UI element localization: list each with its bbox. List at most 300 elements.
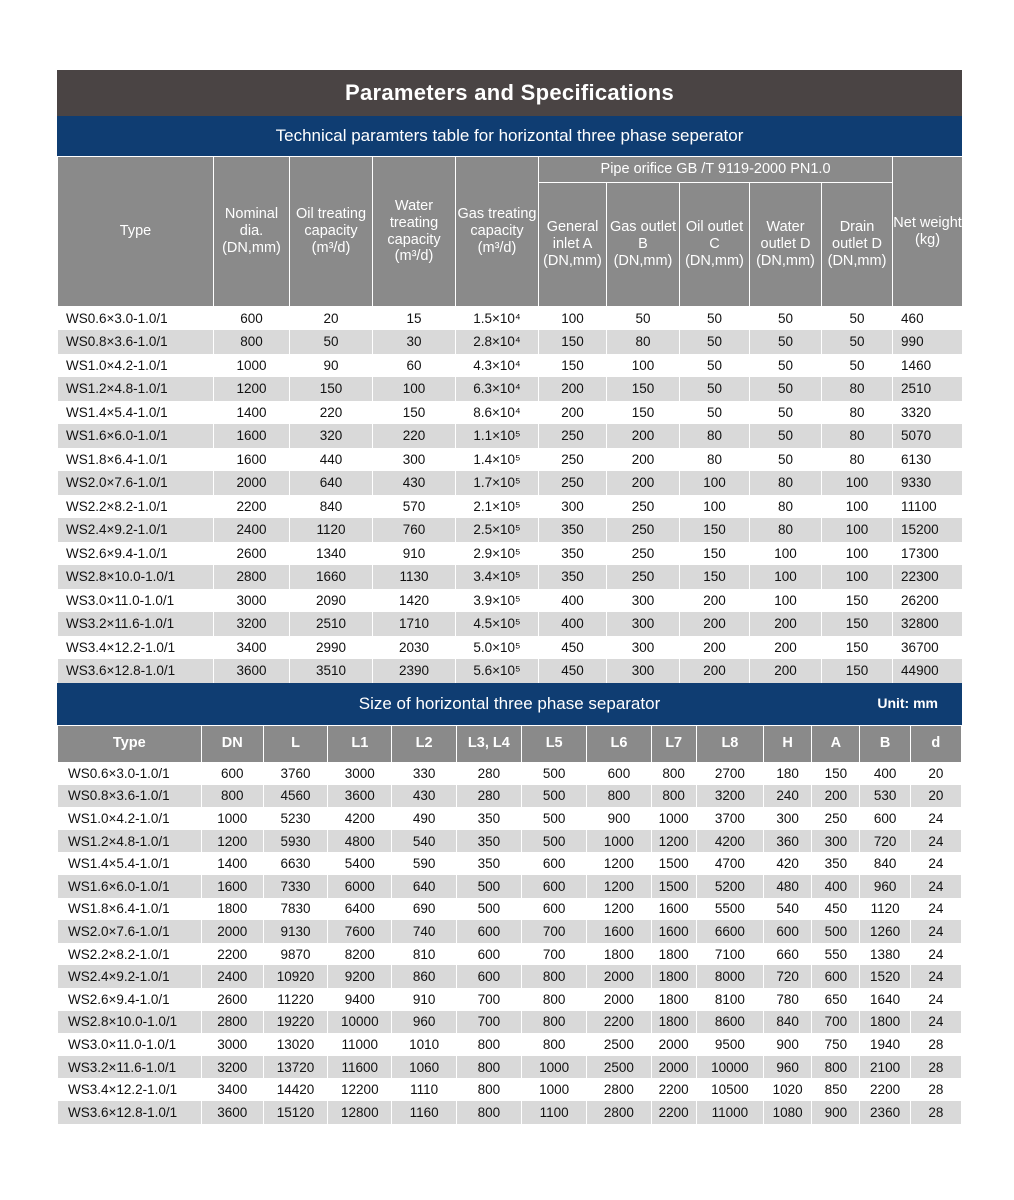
table-cell: 2030 — [373, 636, 456, 660]
table-cell: 1460 — [893, 354, 963, 378]
table-cell: WS3.6×12.8-1.0/1 — [58, 1101, 202, 1124]
table-cell: 100 — [822, 565, 893, 589]
page-title: Parameters and Specifications — [57, 70, 962, 116]
table-cell: 2000 — [587, 965, 651, 988]
table-cell: 5230 — [263, 807, 327, 830]
table-cell: 1800 — [860, 1011, 910, 1034]
table-cell: 12800 — [328, 1101, 392, 1124]
table-cell: 8100 — [696, 988, 763, 1011]
table-cell: 24 — [910, 875, 961, 898]
table-cell: 20 — [910, 762, 961, 785]
table-cell: 2.8×10⁴ — [456, 330, 539, 354]
table-cell: 450 — [539, 659, 607, 683]
table-cell: 450 — [812, 898, 860, 921]
table-cell: 400 — [860, 762, 910, 785]
table-cell: 4700 — [696, 852, 763, 875]
table-cell: WS3.0×11.0-1.0/1 — [58, 589, 214, 613]
table-cell: 2390 — [373, 659, 456, 683]
table-cell: 500 — [812, 920, 860, 943]
table-cell: 1340 — [290, 542, 373, 566]
table-cell: 1000 — [201, 807, 263, 830]
unit-label: Unit: mm — [877, 694, 938, 711]
table-cell: 11000 — [328, 1033, 392, 1056]
table-cell: 11220 — [263, 988, 327, 1011]
table-cell: WS2.6×9.4-1.0/1 — [58, 988, 202, 1011]
table-row — [58, 518, 963, 542]
table-cell: 80 — [822, 377, 893, 401]
table-cell: 500 — [456, 875, 521, 898]
table-cell: 2200 — [201, 943, 263, 966]
table-cell: 10920 — [263, 965, 327, 988]
table-cell: 2000 — [214, 471, 290, 495]
table-row — [58, 830, 962, 853]
table-cell: 28 — [910, 1056, 961, 1079]
table-cell: 1600 — [214, 424, 290, 448]
table-cell: 700 — [812, 1011, 860, 1034]
table1-subtitle-bar — [57, 116, 962, 156]
table-row — [58, 542, 963, 566]
technical-parameters-table — [57, 156, 963, 683]
table-cell: 800 — [456, 1033, 521, 1056]
table-cell: 3760 — [263, 762, 327, 785]
table-row — [58, 785, 962, 808]
table-cell: 600 — [456, 965, 521, 988]
table-cell: 24 — [910, 852, 961, 875]
table-cell: 50 — [607, 307, 680, 331]
table-cell: 32800 — [893, 612, 963, 636]
table-cell: 50 — [680, 307, 750, 331]
table-cell: 6000 — [328, 875, 392, 898]
table-cell: 810 — [392, 943, 456, 966]
col-header: L6 — [587, 725, 651, 762]
table-cell: 540 — [764, 898, 812, 921]
table-cell: 3700 — [696, 807, 763, 830]
table-cell: 11600 — [328, 1056, 392, 1079]
table-cell: 690 — [392, 898, 456, 921]
table-cell: 500 — [522, 830, 587, 853]
table-cell: 350 — [812, 852, 860, 875]
table-cell: 1130 — [373, 565, 456, 589]
table-cell: 280 — [456, 785, 521, 808]
table-cell: WS3.2×11.6-1.0/1 — [58, 1056, 202, 1079]
table-row — [58, 1011, 962, 1034]
table-row — [58, 1056, 962, 1079]
col-header: L3, L4 — [456, 725, 521, 762]
table-cell: 550 — [812, 943, 860, 966]
table-cell: 1260 — [860, 920, 910, 943]
table-row — [58, 898, 962, 921]
table-cell: 600 — [764, 920, 812, 943]
table-cell: 3000 — [328, 762, 392, 785]
table-cell: 4200 — [328, 807, 392, 830]
table-cell: 440 — [290, 448, 373, 472]
col-header: Type — [58, 725, 202, 762]
table-cell: 1800 — [651, 988, 696, 1011]
table-cell: WS2.6×9.4-1.0/1 — [58, 542, 214, 566]
table-row — [58, 401, 963, 425]
table-cell: 9400 — [328, 988, 392, 1011]
table-row — [58, 307, 963, 331]
table-cell: 200 — [750, 659, 822, 683]
table-row — [58, 852, 962, 875]
table1-body — [58, 307, 963, 683]
table-cell: 720 — [764, 965, 812, 988]
table-cell: 1120 — [290, 518, 373, 542]
table-cell: 800 — [456, 1078, 521, 1101]
table-cell: 150 — [822, 612, 893, 636]
table-cell: 100 — [750, 589, 822, 613]
table-cell: WS0.8×3.6-1.0/1 — [58, 785, 202, 808]
table-cell: 480 — [764, 875, 812, 898]
table-cell: 2600 — [214, 542, 290, 566]
table-cell: 28 — [910, 1078, 961, 1101]
table-cell: 600 — [860, 807, 910, 830]
table-cell: 330 — [392, 762, 456, 785]
table-row — [58, 943, 962, 966]
table-cell: 1800 — [651, 1011, 696, 1034]
table-cell: 7600 — [328, 920, 392, 943]
table-cell: 350 — [539, 565, 607, 589]
table-cell: 3600 — [201, 1101, 263, 1124]
col-header: H — [764, 725, 812, 762]
table-cell: 24 — [910, 807, 961, 830]
table-cell: 50 — [680, 401, 750, 425]
table-cell: 780 — [764, 988, 812, 1011]
table-cell: 150 — [607, 377, 680, 401]
table-cell: WS2.2×8.2-1.0/1 — [58, 495, 214, 519]
table-row — [58, 920, 962, 943]
table-cell: 1800 — [651, 943, 696, 966]
table-cell: 150 — [822, 659, 893, 683]
table-row — [58, 875, 962, 898]
table-cell: 150 — [607, 401, 680, 425]
table-cell: 80 — [822, 424, 893, 448]
table-cell: WS3.2×11.6-1.0/1 — [58, 612, 214, 636]
table-cell: 910 — [373, 542, 456, 566]
table-cell: 200 — [607, 424, 680, 448]
table-cell: 200 — [607, 448, 680, 472]
table-cell: WS0.6×3.0-1.0/1 — [58, 762, 202, 785]
table-cell: 50 — [750, 330, 822, 354]
table-cell: 200 — [607, 471, 680, 495]
table-cell: 14420 — [263, 1078, 327, 1101]
table-cell: WS1.6×6.0-1.0/1 — [58, 424, 214, 448]
table-cell: WS1.8×6.4-1.0/1 — [58, 898, 202, 921]
table-cell: 5070 — [893, 424, 963, 448]
table-cell: 150 — [680, 518, 750, 542]
table-cell: 80 — [750, 471, 822, 495]
table-cell: 850 — [812, 1078, 860, 1101]
table-cell: 28 — [910, 1033, 961, 1056]
table-cell: 1500 — [651, 852, 696, 875]
table-cell: 1710 — [373, 612, 456, 636]
table-cell: 24 — [910, 1011, 961, 1034]
table-cell: 1600 — [587, 920, 651, 943]
table-cell: 100 — [607, 354, 680, 378]
table-cell: 300 — [607, 659, 680, 683]
col-header: L5 — [522, 725, 587, 762]
table-cell: 2.1×10⁵ — [456, 495, 539, 519]
table-cell: 1400 — [214, 401, 290, 425]
table-cell: 960 — [392, 1011, 456, 1034]
size-table — [57, 725, 962, 1124]
table-cell: 1010 — [392, 1033, 456, 1056]
table-cell: 13720 — [263, 1056, 327, 1079]
table-row — [58, 448, 963, 472]
table-cell: 1200 — [587, 852, 651, 875]
table-cell: 2500 — [587, 1056, 651, 1079]
table-cell: 1160 — [392, 1101, 456, 1124]
table-cell: 600 — [522, 852, 587, 875]
table-cell: 9870 — [263, 943, 327, 966]
table-cell: 300 — [764, 807, 812, 830]
table-cell: 350 — [456, 830, 521, 853]
table-cell: 600 — [587, 762, 651, 785]
table-cell: 9330 — [893, 471, 963, 495]
table-cell: 200 — [680, 636, 750, 660]
table-row — [58, 807, 962, 830]
table-cell: 1200 — [651, 830, 696, 853]
table-cell: 3000 — [201, 1033, 263, 1056]
table-cell: WS1.6×6.0-1.0/1 — [58, 875, 202, 898]
table-cell: 2000 — [651, 1033, 696, 1056]
table-cell: 300 — [373, 448, 456, 472]
table-cell: 460 — [893, 307, 963, 331]
table-cell: 10000 — [696, 1056, 763, 1079]
table-cell: 30 — [373, 330, 456, 354]
table-cell: 1200 — [214, 377, 290, 401]
table-cell: 50 — [680, 377, 750, 401]
table-cell: WS3.4×12.2-1.0/1 — [58, 636, 214, 660]
table-cell: 24 — [910, 830, 961, 853]
table-cell: 1120 — [860, 898, 910, 921]
table-cell: 800 — [456, 1056, 521, 1079]
col-header: Drain outlet D (DN,mm) — [822, 183, 893, 307]
table-cell: 660 — [764, 943, 812, 966]
table-cell: 1000 — [214, 354, 290, 378]
table-cell: WS0.6×3.0-1.0/1 — [58, 307, 214, 331]
table-cell: 1400 — [201, 852, 263, 875]
table-cell: 350 — [539, 542, 607, 566]
table2-body — [58, 762, 962, 1124]
table-cell: 1520 — [860, 965, 910, 988]
table-cell: 100 — [822, 518, 893, 542]
col-header: L1 — [328, 725, 392, 762]
table-cell: 750 — [812, 1033, 860, 1056]
table-cell: 80 — [750, 518, 822, 542]
table-cell: 24 — [910, 988, 961, 1011]
table-cell: 2400 — [214, 518, 290, 542]
table-cell: WS2.0×7.6-1.0/1 — [58, 920, 202, 943]
table-cell: 800 — [522, 1011, 587, 1034]
table-cell: 150 — [539, 354, 607, 378]
table-cell: 800 — [651, 785, 696, 808]
table-cell: 2200 — [651, 1078, 696, 1101]
table-cell: 2000 — [587, 988, 651, 1011]
table-cell: WS1.2×4.8-1.0/1 — [58, 377, 214, 401]
table-cell: 700 — [522, 943, 587, 966]
table-cell: 15200 — [893, 518, 963, 542]
table-cell: 3320 — [893, 401, 963, 425]
table-cell: 100 — [750, 565, 822, 589]
table-cell: 80 — [680, 424, 750, 448]
table-cell: 50 — [290, 330, 373, 354]
table-cell: 400 — [539, 589, 607, 613]
table-cell: 990 — [893, 330, 963, 354]
table-cell: 2360 — [860, 1101, 910, 1124]
table-cell: 15120 — [263, 1101, 327, 1124]
table-cell: 50 — [750, 307, 822, 331]
spec-sheet — [57, 70, 962, 1124]
table-cell: 220 — [373, 424, 456, 448]
table-cell: 22300 — [893, 565, 963, 589]
table-cell: 2800 — [587, 1101, 651, 1124]
table-cell: 840 — [860, 852, 910, 875]
table-cell: 740 — [392, 920, 456, 943]
table-cell: 8200 — [328, 943, 392, 966]
table-cell: 1000 — [522, 1078, 587, 1101]
table-cell: 500 — [522, 807, 587, 830]
table-cell: 7830 — [263, 898, 327, 921]
table-cell: 800 — [522, 965, 587, 988]
table-cell: 600 — [522, 898, 587, 921]
table-cell: 20 — [910, 785, 961, 808]
table-cell: WS1.8×6.4-1.0/1 — [58, 448, 214, 472]
table-cell: 180 — [764, 762, 812, 785]
col-header: Nominal dia. (DN,mm) — [214, 157, 290, 307]
table-cell: 500 — [522, 785, 587, 808]
table-cell: 1.4×10⁵ — [456, 448, 539, 472]
table-cell: 80 — [822, 448, 893, 472]
table-cell: 1600 — [651, 898, 696, 921]
table-cell: 26200 — [893, 589, 963, 613]
col-header: d — [910, 725, 961, 762]
pipe-orifice-group-header: Pipe orifice GB /T 9119-2000 PN1.0 — [539, 157, 893, 183]
table-row — [58, 471, 963, 495]
table-cell: 100 — [822, 542, 893, 566]
col-header: A — [812, 725, 860, 762]
table-cell: 200 — [750, 636, 822, 660]
table-cell: 50 — [680, 354, 750, 378]
table-cell: 900 — [587, 807, 651, 830]
table-cell: 200 — [539, 401, 607, 425]
table-cell: 4560 — [263, 785, 327, 808]
table-cell: 300 — [607, 636, 680, 660]
table-cell: 600 — [201, 762, 263, 785]
table-cell: 8.6×10⁴ — [456, 401, 539, 425]
table-cell: 50 — [750, 401, 822, 425]
table-cell: 250 — [539, 471, 607, 495]
table-cell: 3.4×10⁵ — [456, 565, 539, 589]
table-cell: 600 — [456, 943, 521, 966]
table-cell: 1.5×10⁴ — [456, 307, 539, 331]
col-header: Oil treating capacity (m³/d) — [290, 157, 373, 307]
col-header: Oil outlet C (DN,mm) — [680, 183, 750, 307]
table-cell: 350 — [456, 807, 521, 830]
table-cell: 300 — [607, 612, 680, 636]
table-cell: 300 — [812, 830, 860, 853]
table-cell: 8000 — [696, 965, 763, 988]
table-cell: 3200 — [201, 1056, 263, 1079]
table-cell: 9130 — [263, 920, 327, 943]
table-cell: 2.9×10⁵ — [456, 542, 539, 566]
table-cell: 1800 — [201, 898, 263, 921]
table-cell: 250 — [539, 448, 607, 472]
table-row — [58, 988, 962, 1011]
table-cell: 50 — [822, 307, 893, 331]
table-cell: 2.5×10⁵ — [456, 518, 539, 542]
table-cell: 15 — [373, 307, 456, 331]
table-cell: 1600 — [201, 875, 263, 898]
table-cell: 1060 — [392, 1056, 456, 1079]
table-cell: 600 — [812, 965, 860, 988]
table-row — [58, 565, 963, 589]
table-cell: 3510 — [290, 659, 373, 683]
table-cell: 2200 — [214, 495, 290, 519]
table-cell: 420 — [764, 852, 812, 875]
table-cell: 860 — [392, 965, 456, 988]
table-row — [58, 612, 963, 636]
table-cell: 910 — [392, 988, 456, 1011]
table-cell: 1.1×10⁵ — [456, 424, 539, 448]
table-cell: 450 — [539, 636, 607, 660]
table-cell: 200 — [680, 589, 750, 613]
table-cell: 5500 — [696, 898, 763, 921]
table-cell: 2000 — [201, 920, 263, 943]
table-cell: 1020 — [764, 1078, 812, 1101]
col-header: L8 — [696, 725, 763, 762]
table-cell: WS0.8×3.6-1.0/1 — [58, 330, 214, 354]
table-cell: 800 — [201, 785, 263, 808]
table-cell: 36700 — [893, 636, 963, 660]
table-cell: 17300 — [893, 542, 963, 566]
col-header: Water treating capacity (m³/d) — [373, 157, 456, 307]
table-cell: 1000 — [587, 830, 651, 853]
table-cell: 1660 — [290, 565, 373, 589]
table2-subtitle-bar — [57, 683, 962, 725]
table-cell: 200 — [812, 785, 860, 808]
table-cell: 100 — [680, 471, 750, 495]
table-cell: 1420 — [373, 589, 456, 613]
table-cell: 1640 — [860, 988, 910, 1011]
table-cell: 590 — [392, 852, 456, 875]
table-cell: 150 — [822, 589, 893, 613]
table-cell: 60 — [373, 354, 456, 378]
table-cell: WS1.0×4.2-1.0/1 — [58, 354, 214, 378]
table-cell: 44900 — [893, 659, 963, 683]
table-cell: 4200 — [696, 830, 763, 853]
table-cell: 150 — [822, 636, 893, 660]
table-cell: 250 — [607, 495, 680, 519]
table-cell: 490 — [392, 807, 456, 830]
table-cell: 5200 — [696, 875, 763, 898]
table-cell: 700 — [456, 1011, 521, 1034]
table-cell: 200 — [539, 377, 607, 401]
table-cell: 840 — [764, 1011, 812, 1034]
table-cell: 430 — [392, 785, 456, 808]
table-cell: 1000 — [651, 807, 696, 830]
table-cell: WS2.4×9.2-1.0/1 — [58, 965, 202, 988]
table1-subtitle: Technical paramters table for horizontal three phase seperator — [275, 126, 744, 145]
table-cell: 24 — [910, 943, 961, 966]
table-cell: 80 — [750, 495, 822, 519]
table-cell: 1380 — [860, 943, 910, 966]
table-cell: 11000 — [696, 1101, 763, 1124]
table-cell: 2200 — [587, 1011, 651, 1034]
table-cell: 9500 — [696, 1033, 763, 1056]
col-header: Gas treating capacity (m³/d) — [456, 157, 539, 307]
table-cell: 28 — [910, 1101, 961, 1124]
